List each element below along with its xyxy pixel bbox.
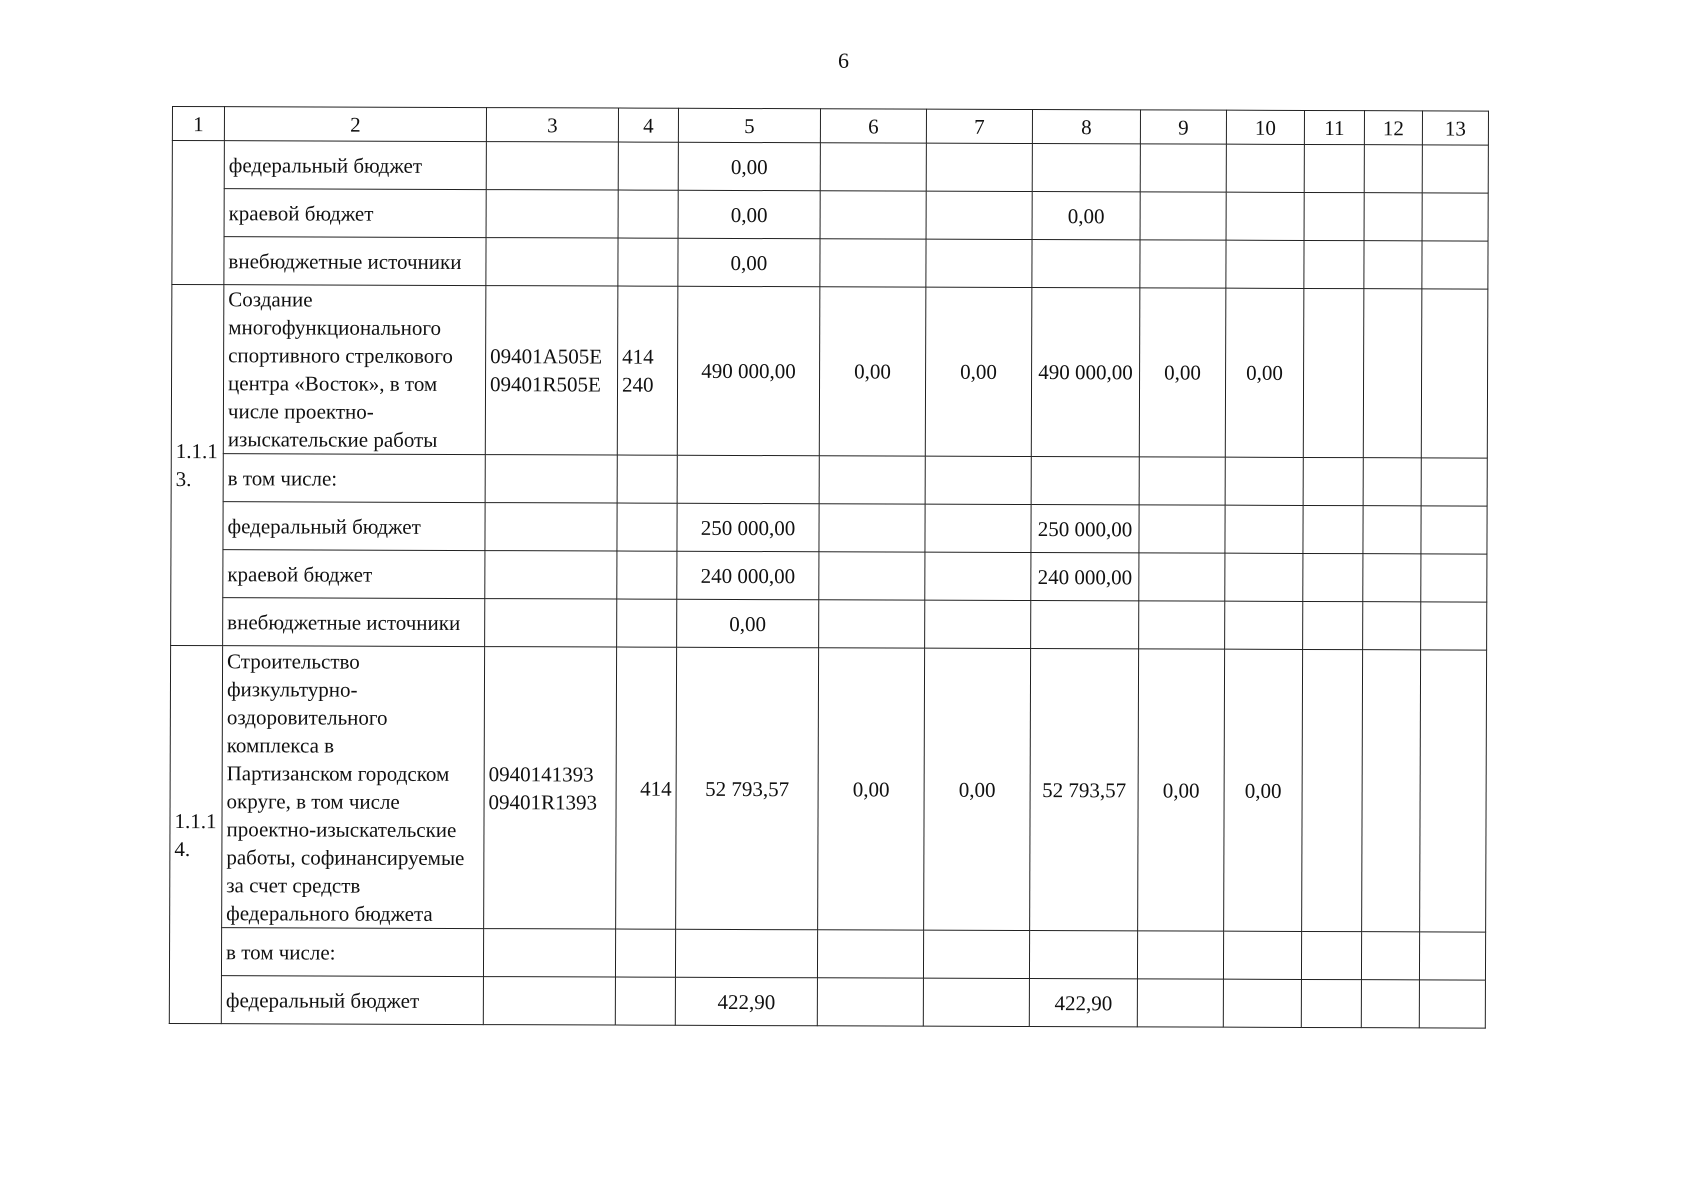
page-number: 6 [838,48,849,73]
item-code: 0940141393 09401R1393 [484,647,617,929]
header-cell: 8 [1032,110,1140,144]
amount-year: 422,90 [1029,978,1137,1026]
table-row [172,237,1488,290]
amount-total: 490 000,00 [677,286,820,455]
budget-table-wrapper [169,106,1489,1029]
amount-year: 250 000,00 [1031,505,1139,553]
item-kbk: 414 240 [617,286,678,455]
index-cell [172,141,225,285]
source-label: федеральный бюджет [223,502,485,551]
amount-col6: 0,00 [819,287,926,456]
header-cell: 7 [926,109,1032,143]
amount-year: 52 793,57 [1030,649,1139,931]
amount-col9: 0,00 [1139,288,1226,457]
amount-year [1031,601,1139,649]
header-cell: 9 [1140,110,1226,144]
amount-total: 0,00 [678,238,820,286]
item-name: Создание многофункционального спортивного стрелкового центра «Восток», в том числе проектно- изыскательские работы [223,285,486,455]
item-code: 09401A505E 09401R505E [485,286,618,455]
table-row-item [171,285,1488,459]
header-row [172,107,1488,146]
source-label: внебюджетные источники [224,237,486,286]
amount-col7: 0,00 [924,648,1031,930]
amount-year [1029,930,1137,978]
header-cell: 11 [1304,110,1364,144]
amount-total: 0,00 [677,599,819,647]
item-index: 1.1.1 3. [171,285,224,646]
amount-total [677,455,819,503]
table-row [171,453,1487,506]
table-row [169,975,1485,1028]
table-row [171,549,1487,602]
amount-year: 0,00 [1032,192,1140,240]
header-cell: 1 [172,107,224,141]
source-label: федеральный бюджет [221,976,483,1025]
amount-col10: 0,00 [1225,288,1304,457]
amount-total [675,929,817,977]
table-row [172,189,1488,242]
amount-year: 240 000,00 [1031,553,1139,601]
amount-year [1031,457,1139,505]
amount-total: 250 000,00 [677,503,819,551]
header-cell: 6 [820,109,926,143]
source-label: в том числе: [221,928,483,977]
header-cell: 4 [618,108,678,142]
amount-year: 490 000,00 [1031,288,1140,457]
header-cell: 12 [1364,111,1422,145]
amount-total: 0,00 [678,190,820,238]
amount-total: 52 793,57 [676,647,819,929]
amount-total: 240 000,00 [677,551,819,599]
source-label: краевой бюджет [224,189,486,238]
header-cell: 13 [1422,111,1488,145]
source-label: внебюджетные источники [223,598,485,647]
amount-col10: 0,00 [1224,649,1303,931]
amount-col7: 0,00 [925,287,1032,456]
table-row [172,141,1488,194]
amount-year [1032,240,1140,288]
item-kbk: 414 [616,647,677,929]
amount-total: 0,00 [678,142,820,190]
source-label: федеральный бюджет [224,141,486,190]
item-index: 1.1.1 4. [169,645,222,1023]
table-row [171,597,1487,650]
header-cell: 5 [678,108,820,142]
table-row [169,927,1485,980]
amount-total: 422,90 [675,977,817,1025]
budget-table [169,106,1489,1029]
source-label: в том числе: [223,454,485,503]
source-label: краевой бюджет [223,550,485,599]
header-cell: 10 [1226,110,1304,144]
table-row-item [170,645,1487,932]
header-cell: 3 [486,108,618,142]
amount-col6: 0,00 [818,648,925,930]
amount-year [1032,144,1140,192]
item-name: Строительство физкультурно- оздоровительного комплекса в Партизанском городском округе, в том числе проектно-изыскательские работы, софинансируемые за счет средств федерального бюджета [222,646,485,929]
table-row [171,501,1487,554]
amount-col9: 0,00 [1138,649,1225,931]
header-cell: 2 [224,107,486,142]
